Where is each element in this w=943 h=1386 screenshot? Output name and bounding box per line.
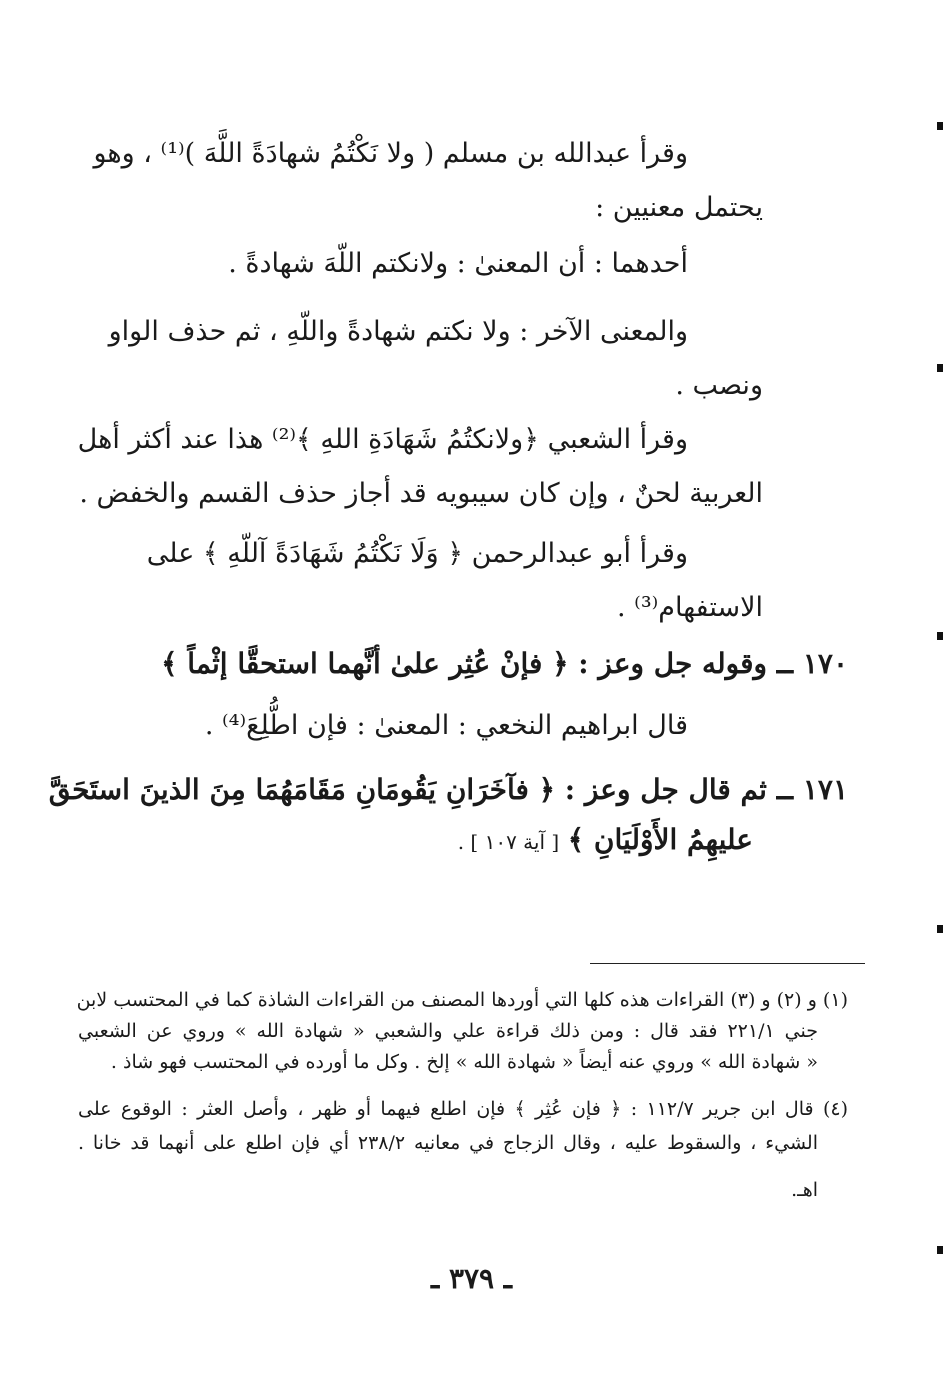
margin-mark xyxy=(937,122,943,130)
footnote-line: « شهادة الله » وروي عنه أيضاً « شهادة الله » إلخ . وكل ما أورده في المحتسب فهو شاذ . xyxy=(110,1051,818,1073)
footnote-line: جني ٢٢١/١ فقد قال : ومن ذلك قراءة علي والشعبي « شهادة الله » وروي عن الشعبي xyxy=(78,1020,818,1042)
page-number: ـ ٣٧٩ ـ xyxy=(430,1262,513,1295)
verse-heading-171: ١٧١ ــ ثم قال جل وعز : ﴿ فآخَرَانِ يَقُومَانِ مَقَامَهُمَا مِنَ الذينَ استَحَقَّ xyxy=(48,773,848,806)
margin-mark xyxy=(937,632,943,640)
footnote-line: (١) و (٢) و (٣) القراءات هذه كلها التي أوردها المصنف من القراءات الشاذة كما في المحتسب لابن xyxy=(76,989,848,1011)
text-line: العربية لحنٌ ، وإن كان سيبويه قد أجاز حذف القسم والخفض . xyxy=(79,478,763,509)
margin-mark xyxy=(937,364,943,372)
text-line: أحدهما : أن المعنىٰ : ولانكتم اللّهَ شهادةً . xyxy=(228,248,688,279)
verse-heading-170: ١٧٠ ــ وقوله جل وعز : ﴿ فإنْ عُثِر علىٰ أنَّهما استحقَّا إثْماً ﴾ xyxy=(161,647,848,680)
text-line: قال ابراهيم النخعي : المعنىٰ : فإن اطُّلِعَ⁽⁴⁾ . xyxy=(204,710,688,741)
margin-mark xyxy=(937,1246,943,1254)
margin-mark xyxy=(937,925,943,933)
footnote-separator xyxy=(590,963,865,964)
text-line: ونصب . xyxy=(675,370,763,401)
verse-text: عليهِمُ الأَوْلَيَانِ ﴾ xyxy=(567,823,753,856)
text-line: والمعنى الآخر : ولا نكتم شهادةً واللّهِ ، ثم حذف الواو xyxy=(108,316,688,347)
verse-reference: [ آية ١٠٧ ] . xyxy=(457,830,560,854)
footnote-line: الشيء ، والسقوط عليه ، وقال الزجاج في معانيه ٢٣٨/٢ أي فإن اطلع على أنهما قد خانا . xyxy=(78,1132,818,1154)
text-line xyxy=(458,820,753,862)
text-line: يحتمل معنيين : xyxy=(595,192,763,223)
footnote-line: اهـ. xyxy=(791,1179,818,1201)
text-line: وقرأ أبو عبدالرحمن ﴿ وَلَا نَكْتُمُ شَهَادَةً آللّهِ ﴾ على xyxy=(146,538,688,569)
text-line: وقرأ الشعبي ﴿ولانكتُمُ شَهَادَةِ اللهِ ﴾⁽²⁾ هذا عند أكثر أهل xyxy=(77,424,688,455)
text-line: الاستفهام⁽³⁾ . xyxy=(617,592,763,623)
footnote-line: (٤) قال ابن جرير ١١٢/٧ : ﴿ فإن عُثِر ﴾ فإن اطلع فيهما أو ظهر ، وأصل العثر : الوقوع على xyxy=(78,1098,849,1120)
text-line: وقرأ عبدالله بن مسلم ( ولا نَكْتُمُ شهادَةً اللَّهَ )⁽¹⁾ ، وهو xyxy=(93,138,688,169)
